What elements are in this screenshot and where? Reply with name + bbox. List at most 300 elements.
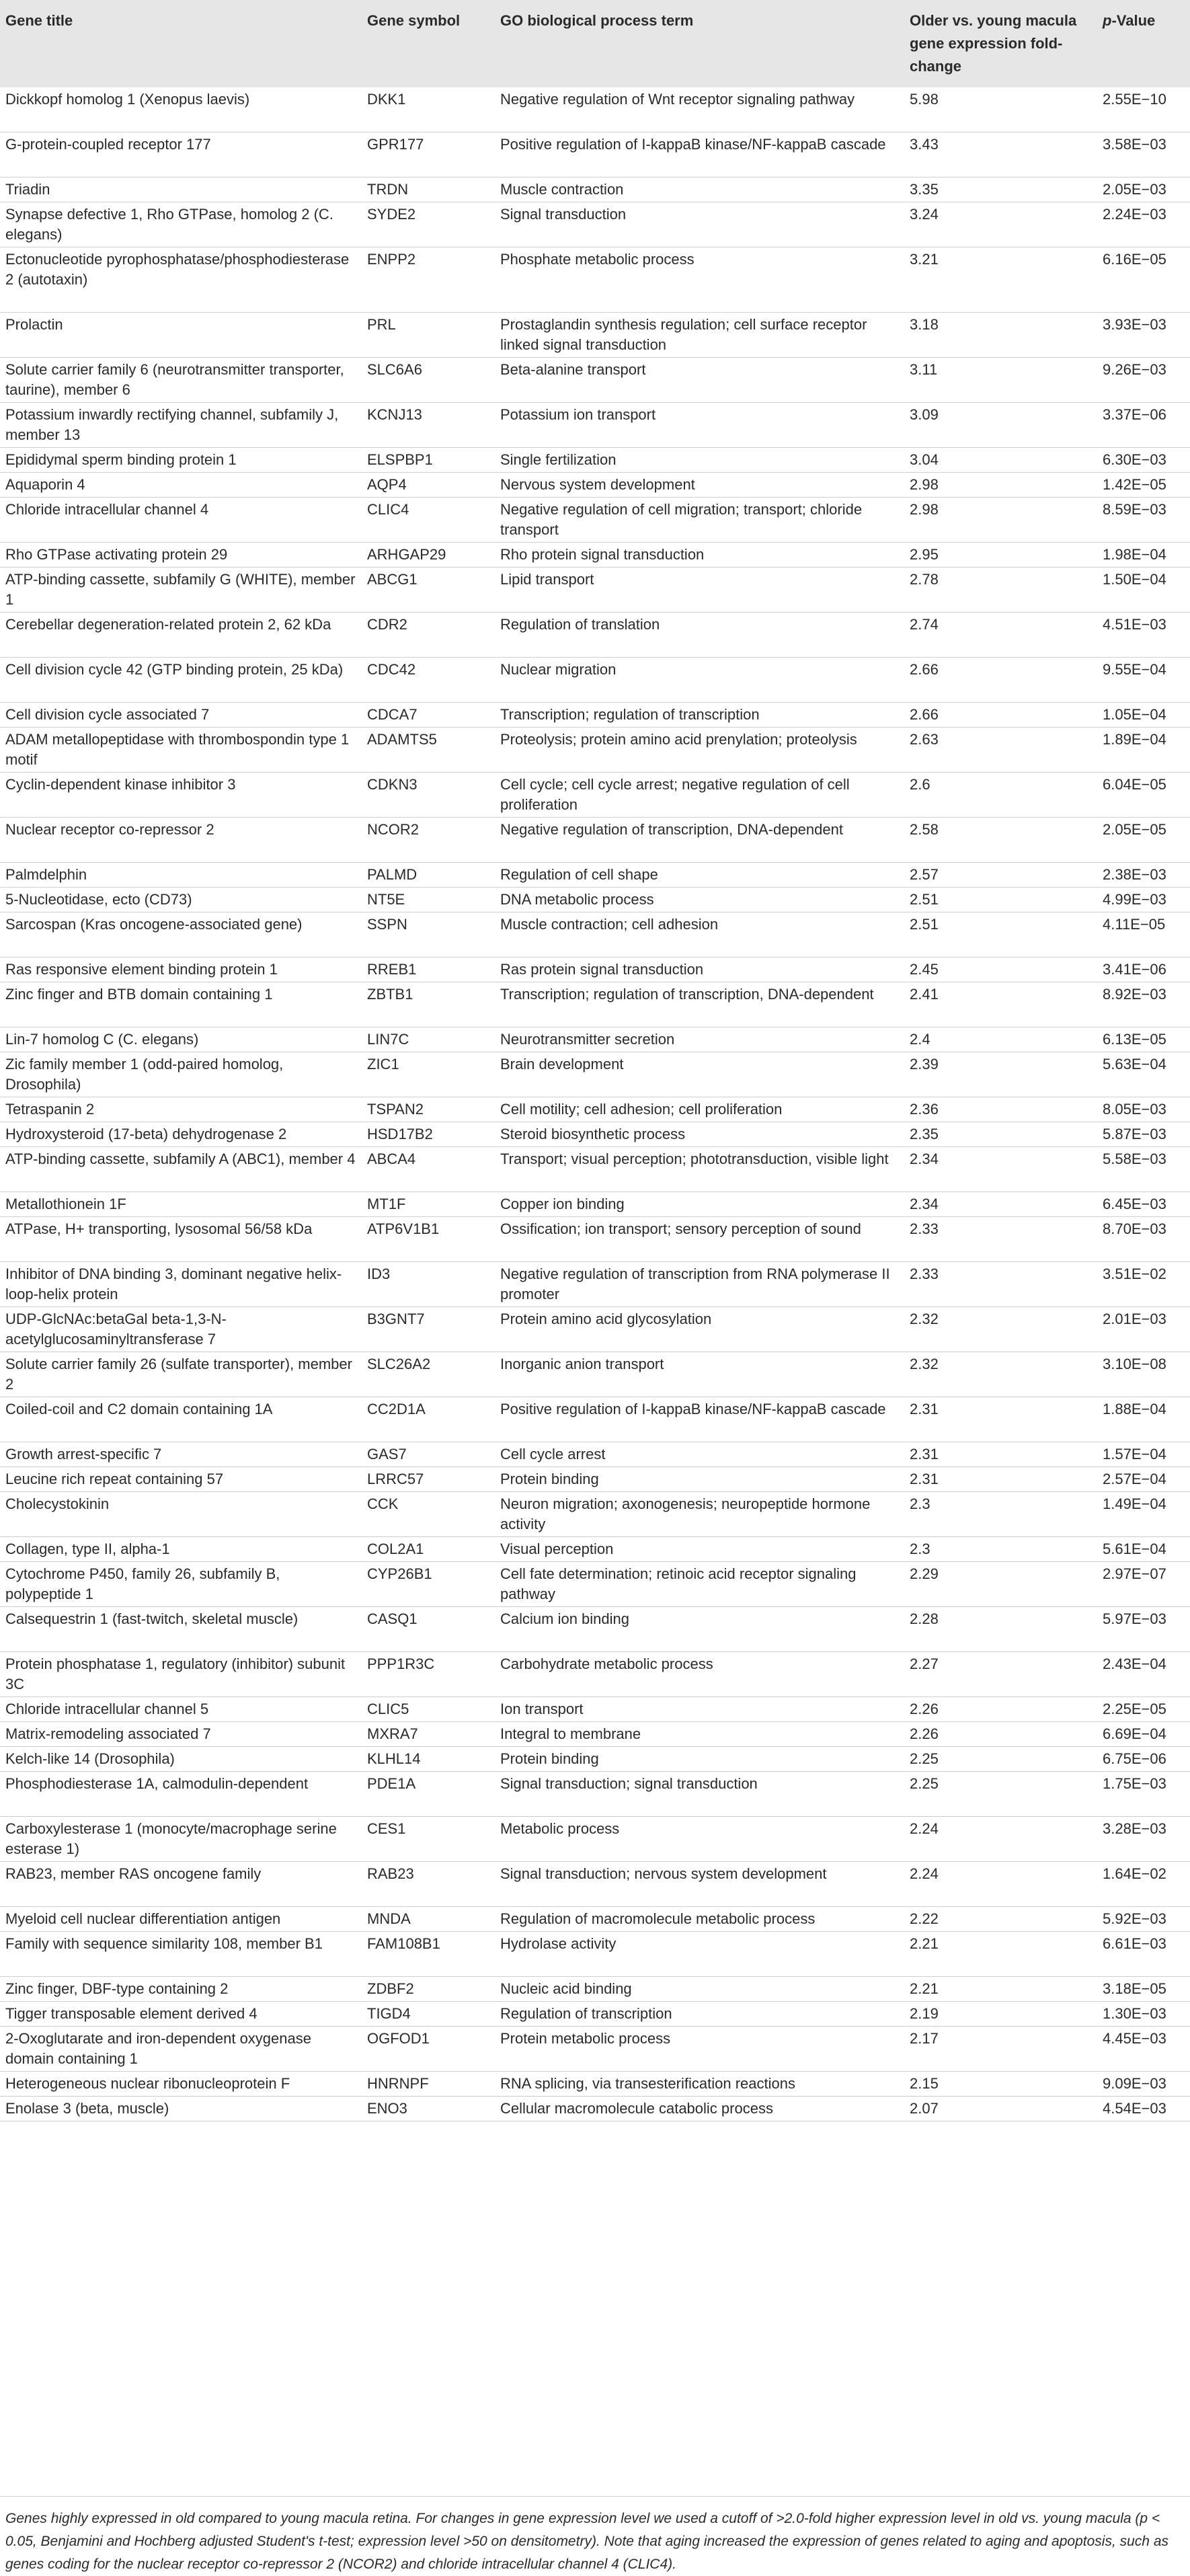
- gene-symbol-cell: CDC42: [367, 661, 416, 678]
- p-value-cell: 1.98E−04: [1103, 546, 1166, 563]
- p-value-cell: 6.13E−05: [1103, 1031, 1166, 1048]
- fold-change-cell: 2.26: [910, 1701, 939, 1717]
- p-value-cell: 1.49E−04: [1103, 1495, 1166, 1512]
- fold-change-cell: 2.31: [910, 1446, 939, 1462]
- go-term-cell: Negative regulation of transcription from RNA polymerase II promoter: [500, 1265, 890, 1302]
- p-value-cell: 1.88E−04: [1103, 1401, 1166, 1417]
- table-row: [0, 1932, 1190, 1977]
- p-value-cell: 2.38E−03: [1103, 866, 1166, 883]
- header-gene-symbol: Gene symbol: [367, 12, 461, 29]
- p-value-cell: 2.01E−03: [1103, 1311, 1166, 1327]
- go-term-cell: Regulation of macromolecule metabolic process: [500, 1910, 816, 1927]
- p-value-cell: 5.87E−03: [1103, 1126, 1166, 1142]
- table-row: [0, 178, 1190, 202]
- table-row: [0, 1772, 1190, 1817]
- go-term-cell: Metabolic process: [500, 1820, 620, 1837]
- go-term-cell: Regulation of cell shape: [500, 866, 658, 883]
- gene-symbol-cell: TSPAN2: [367, 1101, 424, 1118]
- go-term-cell: Beta-alanine transport: [500, 361, 646, 378]
- p-value-cell: 6.04E−05: [1103, 776, 1166, 793]
- go-term-cell: Proteolysis; protein amino acid prenylation; proteolysis: [500, 731, 857, 748]
- gene-title-cell: Cytochrome P450, family 26, subfamily B, polypeptide 1: [5, 1565, 280, 1602]
- table-header-row: [0, 0, 1190, 87]
- gene-title-cell: Coiled-coil and C2 domain containing 1A: [5, 1401, 273, 1417]
- go-term-cell: Nervous system development: [500, 476, 695, 493]
- gene-symbol-cell: MXRA7: [367, 1725, 418, 1742]
- table-row: [0, 2002, 1190, 2027]
- p-value-cell: 5.97E−03: [1103, 1610, 1166, 1627]
- fold-change-cell: 2.29: [910, 1565, 939, 1582]
- gene-symbol-cell: CDKN3: [367, 776, 418, 793]
- gene-title-cell: Synapse defective 1, Rho GTPase, homolog 2 (C. elegans): [5, 206, 333, 243]
- table-row: [0, 1122, 1190, 1147]
- go-term-cell: Negative regulation of cell migration; transport; chloride transport: [500, 501, 863, 538]
- go-term-cell: Signal transduction; signal transduction: [500, 1775, 758, 1792]
- gene-title-cell: Protein phosphatase 1, regulatory (inhibitor) subunit 3C: [5, 1655, 346, 1692]
- fold-change-cell: 2.35: [910, 1126, 939, 1142]
- gene-symbol-cell: OGFOD1: [367, 2030, 430, 2047]
- p-value-cell: 6.16E−05: [1103, 251, 1166, 268]
- go-term-cell: Cell cycle; cell cycle arrest; negative regulation of cell proliferation: [500, 776, 850, 813]
- fold-change-cell: 3.43: [910, 136, 939, 153]
- table-row: [0, 1307, 1190, 1352]
- go-term-cell: Ossification; ion transport; sensory perception of sound: [500, 1220, 861, 1237]
- p-value-cell: 1.30E−03: [1103, 2005, 1166, 2022]
- go-term-cell: Ion transport: [500, 1701, 584, 1717]
- gene-symbol-cell: ENPP2: [367, 251, 416, 268]
- go-term-cell: Muscle contraction; cell adhesion: [500, 916, 719, 933]
- gene-title-cell: Zinc finger and BTB domain containing 1: [5, 986, 273, 1003]
- fold-change-cell: 5.98: [910, 91, 939, 108]
- p-value-cell: 1.89E−04: [1103, 731, 1166, 748]
- gene-symbol-cell: CLIC4: [367, 501, 409, 518]
- gene-symbol-cell: SLC26A2: [367, 1356, 431, 1372]
- gene-title-cell: Hydroxysteroid (17-beta) dehydrogenase 2: [5, 1126, 287, 1142]
- gene-symbol-cell: RREB1: [367, 961, 417, 978]
- go-term-cell: DNA metabolic process: [500, 891, 654, 908]
- gene-title-cell: Solute carrier family 26 (sulfate transporter), member 2: [5, 1356, 352, 1393]
- fold-change-cell: 2.95: [910, 546, 939, 563]
- fold-change-cell: 2.28: [910, 1610, 939, 1627]
- gene-title-cell: Myeloid cell nuclear differentiation antigen: [5, 1910, 281, 1927]
- table-row: [0, 1607, 1190, 1652]
- gene-title-cell: 5-Nucleotidase, ecto (CD73): [5, 891, 192, 908]
- go-term-cell: Negative regulation of transcription, DNA-dependent: [500, 821, 843, 838]
- go-term-cell: Rho protein signal transduction: [500, 546, 705, 563]
- go-term-cell: Phosphate metabolic process: [500, 251, 695, 268]
- fold-change-cell: 2.32: [910, 1311, 939, 1327]
- fold-change-cell: 2.34: [910, 1150, 939, 1167]
- fold-change-cell: 2.51: [910, 916, 939, 933]
- p-value-cell: 4.45E−03: [1103, 2030, 1166, 2047]
- gene-title-cell: ADAM metallopeptidase with thrombospondin type 1 motif: [5, 731, 350, 768]
- gene-symbol-cell: GPR177: [367, 136, 424, 153]
- gene-title-cell: Growth arrest-specific 7: [5, 1446, 162, 1462]
- p-value-cell: 5.63E−04: [1103, 1056, 1166, 1072]
- fold-change-cell: 2.4: [910, 1031, 930, 1048]
- go-term-cell: Transcription; regulation of transcription, DNA-dependent: [500, 986, 874, 1003]
- gene-symbol-cell: AQP4: [367, 476, 407, 493]
- gene-title-cell: ATP-binding cassette, subfamily G (WHITE), member 1: [5, 571, 356, 608]
- go-term-cell: Ras protein signal transduction: [500, 961, 704, 978]
- table-row: [0, 1652, 1190, 1697]
- gene-title-cell: Cholecystokinin: [5, 1495, 110, 1512]
- table-body: [0, 87, 1190, 2121]
- gene-symbol-cell: ID3: [367, 1265, 391, 1282]
- fold-change-cell: 2.36: [910, 1101, 939, 1118]
- go-term-cell: Regulation of transcription: [500, 2005, 672, 2022]
- gene-title-cell: Matrix-remodeling associated 7: [5, 1725, 211, 1742]
- table-row: [0, 202, 1190, 247]
- gene-title-cell: Aquaporin 4: [5, 476, 85, 493]
- p-value-cell: 3.51E−02: [1103, 1265, 1166, 1282]
- p-value-cell: 3.10E−08: [1103, 1356, 1166, 1372]
- go-term-cell: Negative regulation of Wnt receptor signaling pathway: [500, 91, 855, 108]
- table-row: [0, 358, 1190, 403]
- gene-title-cell: Cerebellar degeneration-related protein 2, 62 kDa: [5, 616, 331, 633]
- p-value-cell: 1.42E−05: [1103, 476, 1166, 493]
- go-term-cell: Lipid transport: [500, 571, 594, 588]
- go-term-cell: Brain development: [500, 1056, 624, 1072]
- gene-title-cell: Ectonucleotide pyrophosphatase/phosphodiesterase 2 (autotaxin): [5, 251, 350, 288]
- gene-title-cell: Cell division cycle 42 (GTP binding protein, 25 kDa): [5, 661, 344, 678]
- header-p-value: [1097, 0, 1190, 87]
- fold-change-cell: 2.07: [910, 2100, 939, 2117]
- gene-title-cell: Ras responsive element binding protein 1: [5, 961, 278, 978]
- p-value-cell: 4.11E−05: [1103, 916, 1166, 933]
- table-row: [0, 247, 1190, 313]
- gene-symbol-cell: KCNJ13: [367, 406, 422, 423]
- gene-symbol-cell: PALMD: [367, 866, 418, 883]
- table-row: [0, 1467, 1190, 1492]
- p-value-cell: 3.28E−03: [1103, 1820, 1166, 1837]
- gene-title-cell: Enolase 3 (beta, muscle): [5, 2100, 169, 2117]
- go-term-cell: Visual perception: [500, 1540, 614, 1557]
- fold-change-cell: 2.21: [910, 1935, 939, 1952]
- fold-change-cell: 2.66: [910, 661, 939, 678]
- p-value-cell: 5.61E−04: [1103, 1540, 1166, 1557]
- gene-title-cell: Dickkopf homolog 1 (Xenopus laevis): [5, 91, 250, 108]
- table-row: [0, 568, 1190, 613]
- go-term-cell: Cellular macromolecule catabolic process: [500, 2100, 773, 2117]
- gene-symbol-cell: CDR2: [367, 616, 407, 633]
- gene-symbol-cell: ABCA4: [367, 1150, 416, 1167]
- table-row: [0, 1147, 1190, 1192]
- gene-symbol-cell: B3GNT7: [367, 1311, 425, 1327]
- go-term-cell: Protein binding: [500, 1471, 599, 1487]
- table-row: [0, 1397, 1190, 1442]
- p-value-cell: 3.93E−03: [1103, 316, 1166, 333]
- p-value-cell: 2.43E−04: [1103, 1655, 1166, 1672]
- gene-title-cell: Zic family member 1 (odd-paired homolog, Drosophila): [5, 1056, 284, 1093]
- table-row: [0, 1862, 1190, 1907]
- gene-title-cell: Triadin: [5, 181, 50, 198]
- gene-symbol-cell: ZDBF2: [367, 1980, 414, 1997]
- go-term-cell: Cell motility; cell adhesion; cell proliferation: [500, 1101, 783, 1118]
- gene-title-cell: UDP-GlcNAc:betaGal beta-1,3-N-acetylglucosaminyltransferase 7: [5, 1311, 227, 1348]
- fold-change-cell: 2.63: [910, 731, 939, 748]
- table-row: [0, 773, 1190, 818]
- fold-change-cell: 2.58: [910, 821, 939, 838]
- gene-title-cell: Inhibitor of DNA binding 3, dominant negative helix-loop-helix protein: [5, 1265, 342, 1302]
- gene-symbol-cell: ARHGAP29: [367, 546, 446, 563]
- fold-change-cell: 2.25: [910, 1750, 939, 1767]
- p-value-cell: 8.59E−03: [1103, 501, 1166, 518]
- gene-title-cell: Chloride intracellular channel 5: [5, 1701, 209, 1717]
- go-term-cell: Regulation of translation: [500, 616, 660, 633]
- gene-title-cell: Prolactin: [5, 316, 63, 333]
- header-p-value-italic: p: [1103, 12, 1112, 29]
- gene-symbol-cell: CYP26B1: [367, 1565, 432, 1582]
- gene-symbol-cell: COL2A1: [367, 1540, 424, 1557]
- p-value-cell: 2.55E−10: [1103, 91, 1166, 108]
- gene-title-cell: RAB23, member RAS oncogene family: [5, 1865, 262, 1882]
- p-value-cell: 3.41E−06: [1103, 961, 1166, 978]
- gene-title-cell: Epididymal sperm binding protein 1: [5, 451, 237, 468]
- table-row: [0, 613, 1190, 658]
- table-row: [0, 1027, 1190, 1052]
- table-row: [0, 1907, 1190, 1932]
- fold-change-cell: 2.78: [910, 571, 939, 588]
- go-term-cell: Muscle contraction: [500, 181, 624, 198]
- go-term-cell: Single fertilization: [500, 451, 617, 468]
- gene-symbol-cell: SSPN: [367, 916, 407, 933]
- table-row: [0, 2027, 1190, 2072]
- p-value-cell: 9.09E−03: [1103, 2075, 1166, 2092]
- go-term-cell: Cell fate determination; retinoic acid receptor signaling pathway: [500, 1565, 857, 1602]
- gene-title-cell: Family with sequence similarity 108, member B1: [5, 1935, 323, 1952]
- gene-symbol-cell: CES1: [367, 1820, 406, 1837]
- p-value-cell: 8.05E−03: [1103, 1101, 1166, 1118]
- table-row: [0, 1217, 1190, 1262]
- go-term-cell: Protein amino acid glycosylation: [500, 1311, 712, 1327]
- gene-symbol-cell: ATP6V1B1: [367, 1220, 440, 1237]
- p-value-cell: 4.54E−03: [1103, 2100, 1166, 2117]
- table-row: [0, 958, 1190, 982]
- gene-symbol-cell: ABCG1: [367, 571, 418, 588]
- fold-change-cell: 3.24: [910, 206, 939, 223]
- go-term-cell: Hydrolase activity: [500, 1935, 617, 1952]
- gene-symbol-cell: DKK1: [367, 91, 406, 108]
- gene-title-cell: Kelch-like 14 (Drosophila): [5, 1750, 175, 1767]
- table-row: [0, 1537, 1190, 1562]
- gene-symbol-cell: MT1F: [367, 1196, 406, 1212]
- table-row: [0, 818, 1190, 863]
- gene-symbol-cell: NT5E: [367, 891, 405, 908]
- table-row: [0, 912, 1190, 958]
- fold-change-cell: 2.17: [910, 2030, 939, 2047]
- gene-title-cell: Phosphodiesterase 1A, calmodulin-dependent: [5, 1775, 309, 1792]
- go-term-cell: Signal transduction; nervous system development: [500, 1865, 827, 1882]
- go-term-cell: Cell cycle arrest: [500, 1446, 606, 1462]
- go-term-cell: Calcium ion binding: [500, 1610, 629, 1627]
- gene-title-cell: Leucine rich repeat containing 57: [5, 1471, 224, 1487]
- p-value-cell: 3.18E−05: [1103, 1980, 1166, 1997]
- go-term-cell: Protein binding: [500, 1750, 599, 1767]
- fold-change-cell: 2.27: [910, 1655, 939, 1672]
- table-row: [0, 1697, 1190, 1722]
- gene-symbol-cell: MNDA: [367, 1910, 411, 1927]
- fold-change-cell: 2.21: [910, 1980, 939, 1997]
- gene-title-cell: Calsequestrin 1 (fast-twitch, skeletal muscle): [5, 1610, 299, 1627]
- gene-title-cell: Collagen, type II, alpha-1: [5, 1540, 170, 1557]
- p-value-cell: 2.97E−07: [1103, 1565, 1166, 1582]
- gene-symbol-cell: ENO3: [367, 2100, 407, 2117]
- go-term-cell: Transport; visual perception; phototransduction, visible light: [500, 1150, 889, 1167]
- gene-symbol-cell: SLC6A6: [367, 361, 422, 378]
- go-term-cell: Carbohydrate metabolic process: [500, 1655, 713, 1672]
- table-row: [0, 1052, 1190, 1097]
- p-value-cell: 3.37E−06: [1103, 406, 1166, 423]
- go-term-cell: Copper ion binding: [500, 1196, 625, 1212]
- table-row: [0, 728, 1190, 773]
- table-row: [0, 1262, 1190, 1307]
- header-p-value-rest: -Value: [1111, 12, 1156, 29]
- fold-change-cell: 2.45: [910, 961, 939, 978]
- go-term-cell: Integral to membrane: [500, 1725, 641, 1742]
- gene-symbol-cell: HNRNPF: [367, 2075, 429, 2092]
- go-term-cell: Neurotransmitter secretion: [500, 1031, 675, 1048]
- fold-change-cell: 2.26: [910, 1725, 939, 1742]
- table-row: [0, 888, 1190, 912]
- gene-title-cell: Cyclin-dependent kinase inhibitor 3: [5, 776, 236, 793]
- gene-title-cell: Heterogeneous nuclear ribonucleoprotein F: [5, 2075, 290, 2092]
- fold-change-cell: 2.24: [910, 1865, 939, 1882]
- gene-symbol-cell: CC2D1A: [367, 1401, 426, 1417]
- gene-title-cell: Carboxylesterase 1 (monocyte/macrophage serine esterase 1): [5, 1820, 337, 1857]
- fold-change-cell: 3.18: [910, 316, 939, 333]
- gene-symbol-cell: ZBTB1: [367, 986, 413, 1003]
- fold-change-cell: 2.41: [910, 986, 939, 1003]
- fold-change-cell: 3.04: [910, 451, 939, 468]
- gene-symbol-cell: PRL: [367, 316, 396, 333]
- go-term-cell: Neuron migration; axonogenesis; neuropeptide hormone activity: [500, 1495, 871, 1532]
- gene-symbol-cell: GAS7: [367, 1446, 407, 1462]
- gene-title-cell: Metallothionein 1F: [5, 1196, 126, 1212]
- table-row: [0, 87, 1190, 132]
- fold-change-cell: 2.25: [910, 1775, 939, 1792]
- table-row: [0, 2072, 1190, 2097]
- p-value-cell: 6.75E−06: [1103, 1750, 1166, 1767]
- gene-title-cell: Nuclear receptor co-repressor 2: [5, 821, 214, 838]
- p-value-cell: 6.45E−03: [1103, 1196, 1166, 1212]
- gene-symbol-cell: HSD17B2: [367, 1126, 433, 1142]
- header-fold-change: Older vs. young macula gene expression fold-change: [910, 12, 1077, 75]
- gene-title-cell: G-protein-coupled receptor 177: [5, 136, 211, 153]
- go-term-cell: Potassium ion transport: [500, 406, 656, 423]
- gene-symbol-cell: ADAMTS5: [367, 731, 437, 748]
- table-row: [0, 448, 1190, 473]
- go-term-cell: Protein metabolic process: [500, 2030, 671, 2047]
- go-term-cell: Inorganic anion transport: [500, 1356, 664, 1372]
- gene-symbol-cell: PDE1A: [367, 1775, 416, 1792]
- table-row: [0, 473, 1190, 498]
- table-row: [0, 982, 1190, 1027]
- gene-symbol-cell: SYDE2: [367, 206, 416, 223]
- gene-title-cell: Solute carrier family 6 (neurotransmitter transporter, taurine), member 6: [5, 361, 344, 398]
- fold-change-cell: 2.33: [910, 1265, 939, 1282]
- go-term-cell: Steroid biosynthetic process: [500, 1126, 686, 1142]
- table-row: [0, 543, 1190, 568]
- fold-change-cell: 2.3: [910, 1495, 930, 1512]
- go-term-cell: Signal transduction: [500, 206, 627, 223]
- gene-symbol-cell: RAB23: [367, 1865, 414, 1882]
- p-value-cell: 1.50E−04: [1103, 571, 1166, 588]
- p-value-cell: 4.99E−03: [1103, 891, 1166, 908]
- gene-title-cell: Zinc finger, DBF-type containing 2: [5, 1980, 229, 1997]
- table-row: [0, 1817, 1190, 1862]
- fold-change-cell: 2.31: [910, 1471, 939, 1487]
- fold-change-cell: 2.98: [910, 476, 939, 493]
- gene-title-cell: Rho GTPase activating protein 29: [5, 546, 228, 563]
- header-go-term: GO biological process term: [500, 12, 694, 29]
- table-row: [0, 1352, 1190, 1397]
- table-row: [0, 1977, 1190, 2002]
- p-value-cell: 1.64E−02: [1103, 1865, 1166, 1882]
- gene-title-cell: ATP-binding cassette, subfamily A (ABC1), member 4: [5, 1150, 356, 1167]
- p-value-cell: 9.55E−04: [1103, 661, 1166, 678]
- p-value-cell: 2.05E−05: [1103, 821, 1166, 838]
- p-value-cell: 2.25E−05: [1103, 1701, 1166, 1717]
- fold-change-cell: 3.11: [910, 361, 938, 378]
- gene-symbol-cell: ZIC1: [367, 1056, 399, 1072]
- fold-change-cell: 2.57: [910, 866, 939, 883]
- table-row: [0, 1442, 1190, 1467]
- p-value-cell: 5.92E−03: [1103, 1910, 1166, 1927]
- fold-change-cell: 2.3: [910, 1540, 930, 1557]
- table-row: [0, 1492, 1190, 1537]
- fold-change-cell: 2.22: [910, 1910, 939, 1927]
- table-row: [0, 703, 1190, 728]
- gene-title-cell: ATPase, H+ transporting, lysosomal 56/58 kDa: [5, 1220, 313, 1237]
- table-row: [0, 1192, 1190, 1217]
- p-value-cell: 2.57E−04: [1103, 1471, 1166, 1487]
- gene-symbol-cell: PPP1R3C: [367, 1655, 435, 1672]
- table-row: [0, 863, 1190, 888]
- fold-change-cell: 3.21: [910, 251, 939, 268]
- table-row: [0, 1562, 1190, 1607]
- p-value-cell: 4.51E−03: [1103, 616, 1166, 633]
- fold-change-cell: 2.19: [910, 2005, 939, 2022]
- fold-change-cell: 2.74: [910, 616, 939, 633]
- go-term-cell: Positive regulation of I-kappaB kinase/NF-kappaB cascade: [500, 1401, 886, 1417]
- gene-symbol-cell: CDCA7: [367, 706, 418, 723]
- gene-symbol-cell: CLIC5: [367, 1701, 409, 1717]
- go-term-cell: RNA splicing, via transesterification reactions: [500, 2075, 795, 2092]
- table-footnote: Genes highly expressed in old compared to young macula retina. For changes in gene expression level we used a cutoff of >2.0-fold higher expression level in old vs. young macula (p < 0.05, Benjamini and Hochberg adjusted Student's t-test; expression level >50 on densitometry). Note that aging increased the expression of genes related to aging and apoptosis, such as genes coding for the nuclear receptor co-repressor 2 (NCOR2) and chloride intracellular channel 4 (CLIC4).: [0, 2496, 1190, 2576]
- gene-symbol-cell: CASQ1: [367, 1610, 418, 1627]
- p-value-cell: 1.05E−04: [1103, 706, 1166, 723]
- gene-title-cell: Chloride intracellular channel 4: [5, 501, 209, 518]
- p-value-cell: 5.58E−03: [1103, 1150, 1166, 1167]
- gene-title-cell: Potassium inwardly rectifying channel, subfamily J, member 13: [5, 406, 339, 443]
- gene-symbol-cell: NCOR2: [367, 821, 420, 838]
- fold-change-cell: 2.32: [910, 1356, 939, 1372]
- fold-change-cell: 2.34: [910, 1196, 939, 1212]
- p-value-cell: 6.30E−03: [1103, 451, 1166, 468]
- gene-title-cell: 2-Oxoglutarate and iron-dependent oxygenase domain containing 1: [5, 2030, 311, 2067]
- p-value-cell: 6.69E−04: [1103, 1725, 1166, 1742]
- fold-change-cell: 2.51: [910, 891, 939, 908]
- go-term-cell: Nucleic acid binding: [500, 1980, 632, 1997]
- p-value-cell: 3.58E−03: [1103, 136, 1166, 153]
- table-row: [0, 1747, 1190, 1772]
- fold-change-cell: 2.15: [910, 2075, 939, 2092]
- fold-change-cell: 2.98: [910, 501, 939, 518]
- fold-change-cell: 2.31: [910, 1401, 939, 1417]
- fold-change-cell: 2.6: [910, 776, 930, 793]
- gene-symbol-cell: ELSPBP1: [367, 451, 433, 468]
